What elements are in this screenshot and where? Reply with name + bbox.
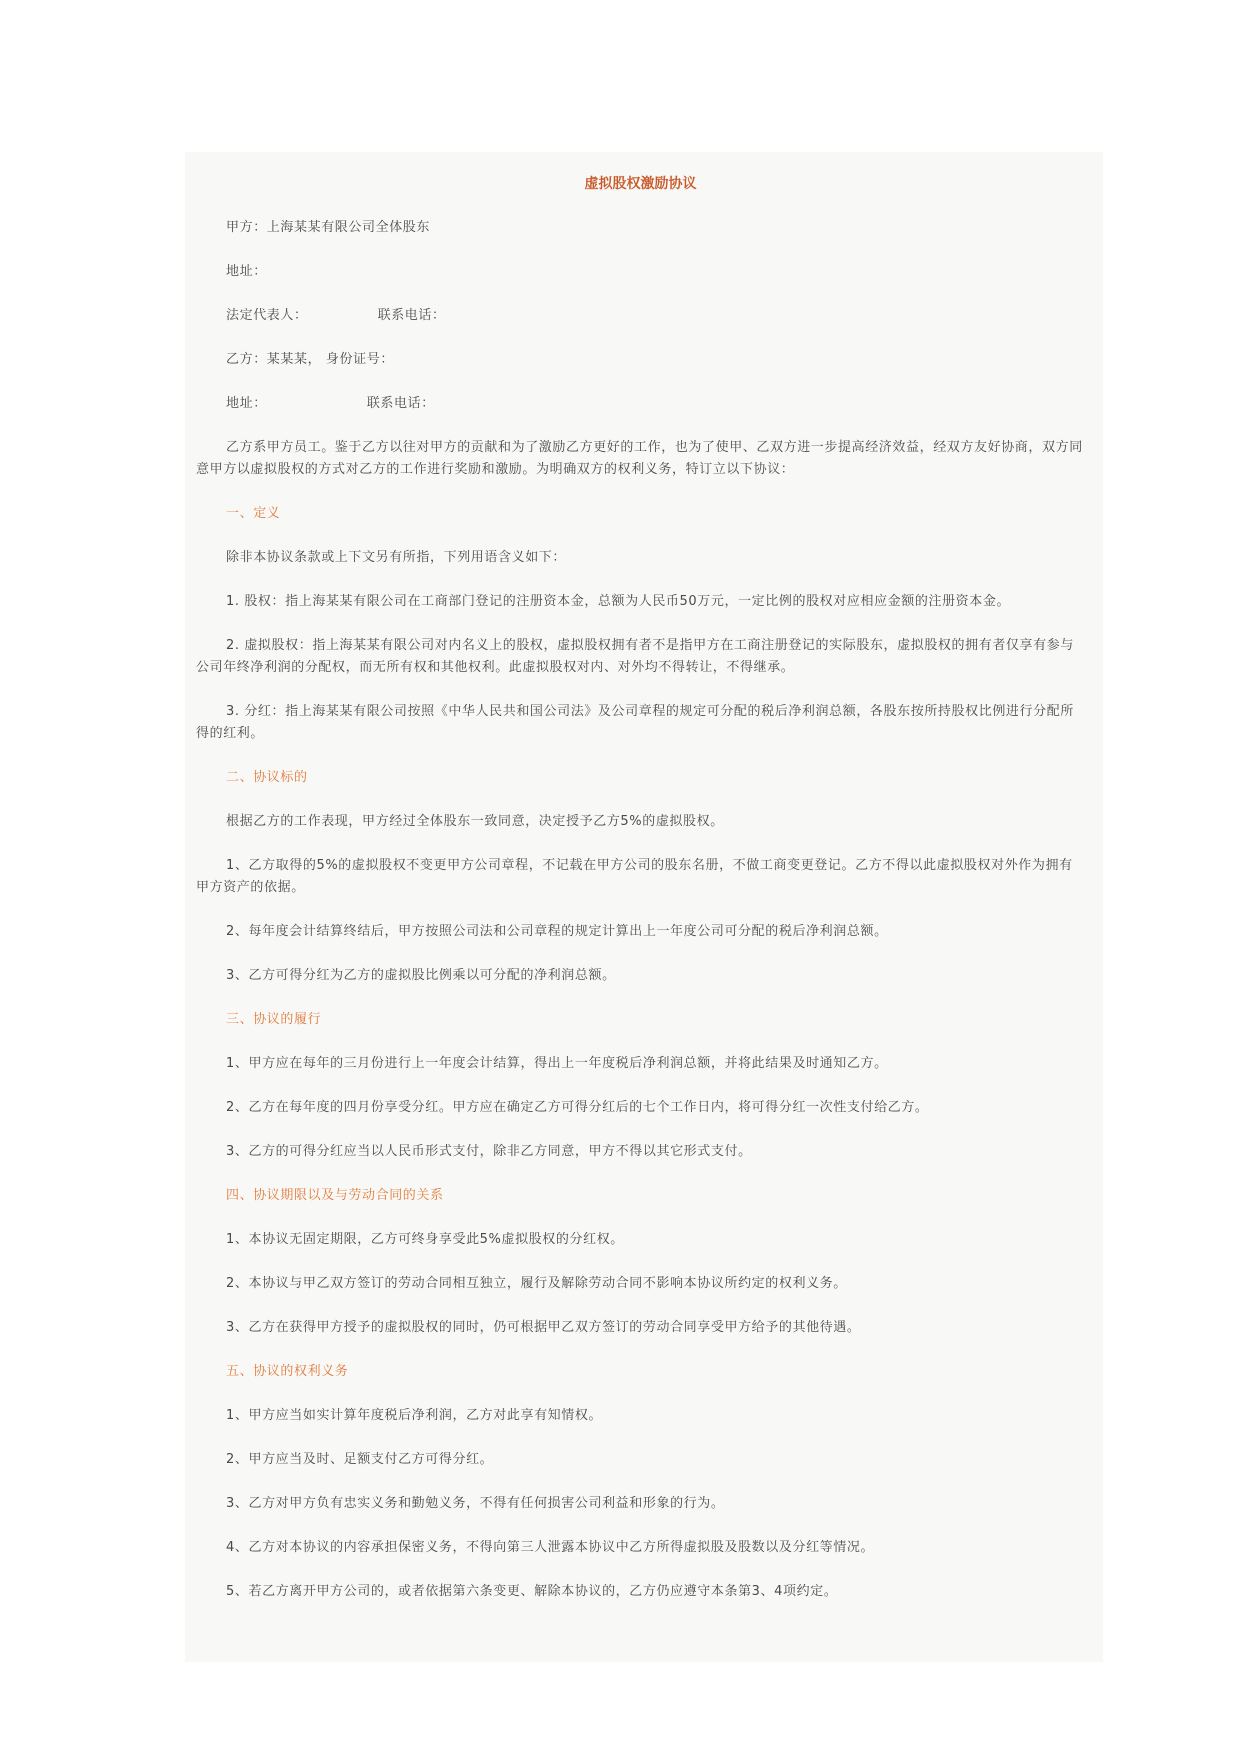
section-heading: 四、协议期限以及与劳动合同的关系 xyxy=(226,1188,444,1203)
section-heading: 三、协议的履行 xyxy=(226,1012,322,1027)
section-paragraph: 1、甲方应在每年的三月份进行上一年度会计结算，得出上一年度税后净利润总额，并将此结果及时通知乙方。 xyxy=(226,1056,888,1071)
section-paragraph: 1、乙方取得的5%的虚拟股权不变更甲方公司章程，不记载在甲方公司的股东名册，不做工商变更登记。乙方不得以此虚拟股权对外作为拥有甲方资产的依据。 xyxy=(196,858,1073,895)
section-paragraph: 5、若乙方离开甲方公司的，或者依据第六条变更、解除本协议的，乙方仍应遵守本条第3、4项约定。 xyxy=(226,1584,838,1599)
section-paragraph: 2、每年度会计结算终结后，甲方按照公司法和公司章程的规定计算出上一年度公司可分配的税后净利润总额。 xyxy=(226,924,888,939)
section-paragraph: 2、乙方在每年度的四月份享受分红。甲方应在确定乙方可得分红后的七个工作日内，将可得分红一次性支付给乙方。 xyxy=(226,1100,929,1115)
party-a-legal-rep: 法定代表人： xyxy=(226,308,308,323)
section-paragraph: 2、本协议与甲乙双方签订的劳动合同相互独立，履行及解除劳动合同不影响本协议所约定的权利义务。 xyxy=(226,1276,847,1291)
party-b-name: 乙方：某某某， 身份证号： xyxy=(226,352,394,367)
section-heading: 五、协议的权利义务 xyxy=(226,1364,349,1379)
preamble: 乙方系甲方员工。鉴于乙方以往对甲方的贡献和为了激励乙方更好的工作，也为了使甲、乙双方进一步提高经济效益，经双方友好协商，双方同意甲方以虚拟股权的方式对乙方的工作进行奖励和激励。为明确双方的权利义务，特订立以下协议： xyxy=(196,440,1083,477)
party-a-address: 地址： xyxy=(226,264,267,279)
party-a-contact-line xyxy=(196,305,1085,327)
section-paragraph: 3、乙方对甲方负有忠实义务和勤勉义务，不得有任何损害公司利益和形象的行为。 xyxy=(226,1496,725,1511)
party-b-address: 地址： xyxy=(226,396,267,411)
section-paragraph: 2. 虚拟股权：指上海某某有限公司对内名义上的股权，虚拟股权拥有者不是指甲方在工商注册登记的实际股东，虚拟股权的拥有者仅享有参与公司年终净利润的分配权，而无所有权和其他权利。此虚拟股权对内、对外均不得转让，不得继承。 xyxy=(196,638,1074,675)
section-paragraph: 1. 股权：指上海某某有限公司在工商部门登记的注册资本金，总额为人民币50万元，一定比例的股权对应相应金额的注册资本金。 xyxy=(226,594,1011,609)
section-paragraph: 4、乙方对本协议的内容承担保密义务，不得向第三人泄露本协议中乙方所得虚拟股及股数以及分红等情况。 xyxy=(226,1540,875,1555)
party-a-name: 甲方：上海某某有限公司全体股东 xyxy=(226,220,431,235)
section-paragraph: 根据乙方的工作表现，甲方经过全体股东一致同意，决定授予乙方5%的虚拟股权。 xyxy=(226,814,724,829)
section-paragraph: 3、乙方可得分红为乙方的虚拟股比例乘以可分配的净利润总额。 xyxy=(226,968,616,983)
document-title: 虚拟股权激励协议 xyxy=(584,176,697,192)
party-b-contact-line xyxy=(196,393,1085,415)
section-paragraph: 3. 分红：指上海某某有限公司按照《中华人民共和国公司法》及公司章程的规定可分配的税后净利润总额，各股东按所持股权比例进行分配所得的红利。 xyxy=(196,704,1074,741)
section-heading: 二、协议标的 xyxy=(226,770,308,785)
section-paragraph: 2、甲方应当及时、足额支付乙方可得分红。 xyxy=(226,1452,494,1467)
party-b-phone: 联系电话： xyxy=(366,396,435,411)
party-a-phone: 联系电话： xyxy=(377,308,446,323)
section-paragraph: 除非本协议条款或上下文另有所指，下列用语含义如下： xyxy=(226,550,567,565)
section-paragraph: 1、本协议无固定期限，乙方可终身享受此5%虚拟股权的分红权。 xyxy=(226,1232,624,1247)
document-page xyxy=(185,152,1103,1662)
section-paragraph: 3、乙方在获得甲方授予的虚拟股权的同时，仍可根据甲乙双方签订的劳动合同享受甲方给予的其他待遇。 xyxy=(226,1320,861,1335)
section-heading: 一、定义 xyxy=(226,506,281,521)
section-paragraph: 1、甲方应当如实计算年度税后净利润，乙方对此享有知情权。 xyxy=(226,1408,603,1423)
section-paragraph: 3、乙方的可得分红应当以人民币形式支付，除非乙方同意，甲方不得以其它形式支付。 xyxy=(226,1144,752,1159)
